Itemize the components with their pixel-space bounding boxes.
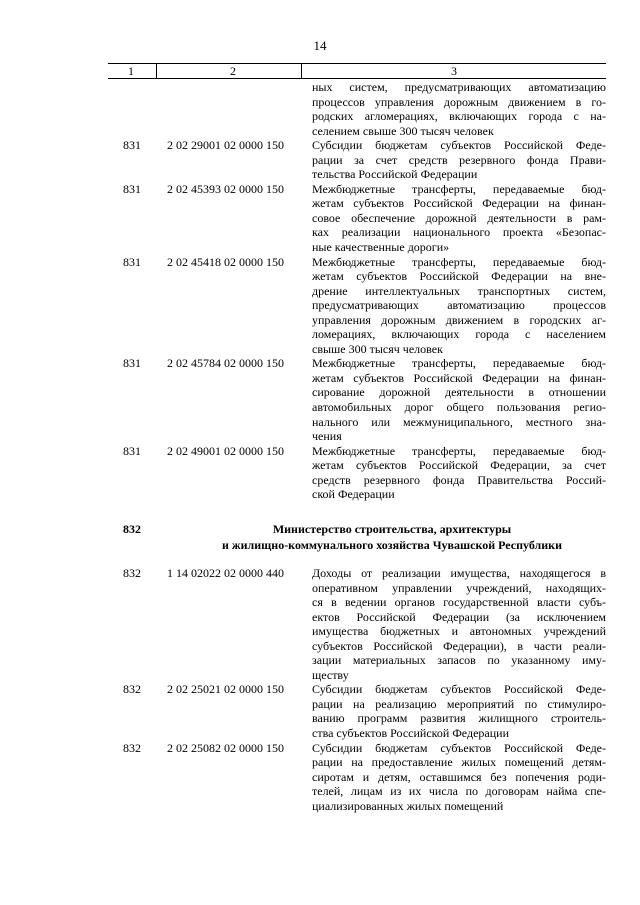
description-line: имущества бюджетных и автономных учреждений	[312, 624, 606, 639]
column-header-3: 3	[451, 64, 457, 78]
table-row	[108, 182, 606, 255]
description-line: Субсидии бюджетам субъектов Российской Феде-	[312, 682, 606, 697]
description-line: Субсидии бюджетам субъектов Российской Феде-	[312, 138, 606, 153]
description-line: свыше 300 тысяч человек	[312, 341, 443, 356]
income-description	[312, 80, 606, 138]
budget-code: 2 02 29001 02 0000 150	[167, 138, 284, 153]
column-header-1: 1	[128, 64, 134, 78]
description-line: Доходы от реализации имущества, находящегося в	[312, 566, 606, 580]
description-line: сирование дорожной деятельности в отношении	[312, 385, 606, 400]
description-line: телей, лицам из их числа по договорам найма спе-	[312, 784, 606, 799]
description-line: циализированных жилых помещений	[312, 798, 504, 813]
description-line: автомобильных дорог общего пользования регио-	[312, 400, 606, 415]
admin-code: 831	[123, 181, 141, 196]
table-row	[108, 682, 606, 740]
description-line: дрение интеллектуальных транспортных систем,	[312, 283, 606, 298]
description-line: ся в ведении органов государственной власти субъ-	[312, 595, 606, 610]
income-description	[312, 741, 606, 814]
description-line: ных систем, предусматривающих автоматизацию	[312, 80, 606, 94]
table-row	[108, 741, 606, 814]
description-line: ства субъектов Российской Федерации	[312, 726, 509, 741]
description-line: ках реализации национального проекта «Безопас-	[312, 225, 606, 240]
table-body	[108, 566, 606, 813]
table-row	[108, 80, 606, 138]
budget-code: 2 02 25021 02 0000 150	[167, 682, 284, 697]
description-line: управления дорожным движением в городских аг-	[312, 312, 606, 327]
admin-code: 831	[123, 138, 141, 153]
income-description	[312, 255, 606, 357]
description-line: жетам субъектов Российской Федерации на финан-	[312, 370, 606, 385]
table-row	[108, 566, 606, 682]
table-header	[108, 63, 606, 79]
budget-code: 2 02 49001 02 0000 150	[167, 443, 284, 458]
description-line: ные качественные дороги»	[312, 240, 450, 255]
income-description	[312, 444, 606, 502]
description-line: процессов управления дорожным движением в го-	[312, 94, 606, 109]
admin-code: 832	[123, 566, 141, 580]
description-line: ектов Российской Федерации (за исключением	[312, 609, 606, 624]
description-line: средств резервного фонда Правительства Россий-	[312, 472, 606, 487]
description-line: ломерациях, включающих города с населением	[312, 327, 606, 342]
income-description	[312, 566, 606, 682]
description-line: зации материальных запасов по указанному иму-	[312, 653, 606, 668]
description-line: Межбюджетные трансферты, передаваемые бюд-	[312, 356, 606, 371]
admin-code: 832	[123, 682, 141, 697]
budget-code	[156, 80, 312, 138]
description-line: селением свыше 300 тысяч человек	[312, 123, 494, 138]
income-description	[312, 356, 606, 443]
table-row	[108, 138, 606, 182]
description-line: Субсидии бюджетам субъектов Российской Феде-	[312, 740, 606, 755]
description-line: рации на предоставление жилых помещений детям-	[312, 755, 606, 770]
description-line: предусматривающих автоматизацию процессов	[312, 298, 606, 313]
description-line: ванию программ развития жилищного строитель-	[312, 711, 606, 726]
budget-code: 2 02 45418 02 0000 150	[167, 254, 284, 269]
admin-code: 832	[123, 740, 141, 755]
income-description	[312, 682, 606, 740]
description-line: Межбюджетные трансферты, передаваемые бюд-	[312, 254, 606, 269]
description-line: Межбюджетные трансферты, передаваемые бюд-	[312, 181, 606, 196]
description-line: родских агломерациях, включающих города с на-	[312, 109, 606, 124]
section-title-line: Министерство строительства, архитектуры	[272, 522, 512, 536]
section-title	[178, 521, 606, 553]
description-line: оперативном управлении учреждений, находящих-	[312, 580, 606, 595]
table-row	[108, 444, 606, 502]
admin-code	[108, 80, 156, 138]
description-line: жетам субъектов Российской Федерации на финан-	[312, 196, 606, 211]
section-title-line: и жилищно-коммунального хозяйства Чувашской Республики	[221, 538, 563, 552]
table-row	[108, 356, 606, 443]
vertical-rule	[156, 64, 157, 78]
table-row	[108, 255, 606, 357]
description-line: тельства Российской Федерации	[312, 167, 478, 182]
vertical-rule	[301, 64, 302, 78]
budget-code: 1 14 02022 02 0000 440	[167, 566, 284, 580]
description-line: Межбюджетные трансферты, передаваемые бюд-	[312, 443, 606, 458]
description-line: чения	[312, 429, 342, 444]
admin-code: 831	[123, 356, 141, 371]
income-description	[312, 182, 606, 255]
income-description	[312, 138, 606, 182]
page-number: 14	[313, 38, 327, 53]
description-line: жетам субъектов Российской Федерации на вне-	[312, 269, 606, 284]
description-line: субъектов Российской Федерации), в части реали-	[312, 638, 606, 653]
admin-code: 831	[123, 443, 141, 458]
table-body	[108, 80, 606, 502]
budget-code: 2 02 25082 02 0000 150	[167, 740, 284, 755]
column-header-2: 2	[230, 64, 236, 78]
description-line: рации на реализацию мероприятий по стимулиро-	[312, 696, 606, 711]
budget-code: 2 02 45784 02 0000 150	[167, 356, 284, 371]
description-line: жетам субъектов Российской Федерации, за счет	[312, 458, 606, 473]
description-line: сиротам и детям, оставшимся без попечения роди-	[312, 769, 606, 784]
description-line: нального или межмуниципального, местного зна-	[312, 414, 606, 429]
admin-code: 831	[123, 254, 141, 269]
budget-code: 2 02 45393 02 0000 150	[167, 181, 284, 196]
description-line: рации за счет средств резервного фонда Прави-	[312, 152, 606, 167]
section-code: 832	[123, 522, 141, 536]
description-line: ской Федерации	[312, 487, 395, 502]
description-line: совое обеспечение дорожной деятельности в рам-	[312, 210, 606, 225]
description-line: ществу	[312, 667, 349, 682]
